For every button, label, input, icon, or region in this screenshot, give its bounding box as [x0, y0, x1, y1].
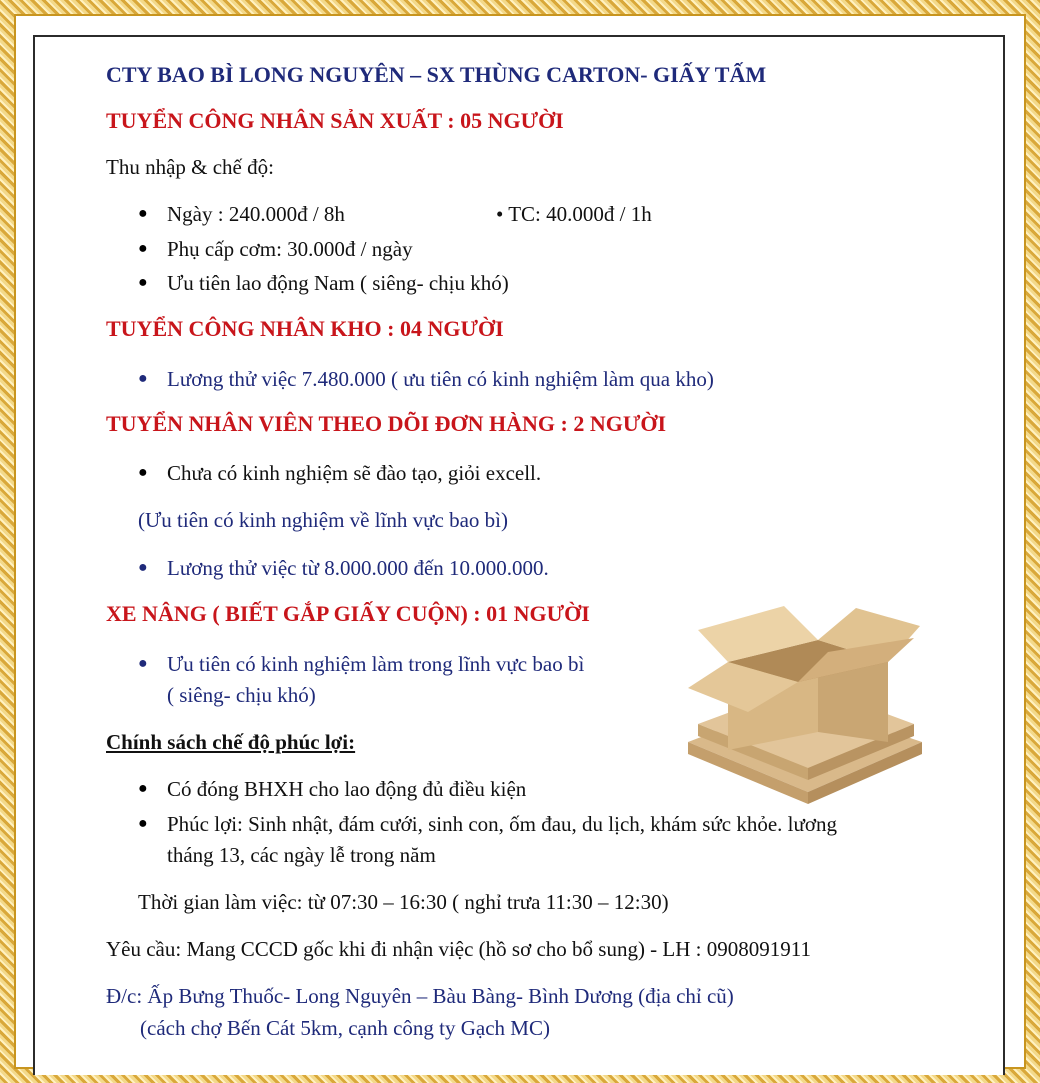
list-item: Lương thử việc 7.480.000 ( ưu tiên có kinh nghiệm làm qua kho)	[167, 367, 714, 391]
heading-order-staff: TUYỂN NHÂN VIÊN THEO DÕI ĐƠN HÀNG : 2 NGƯỜI	[106, 411, 667, 436]
company-line: CTY BAO BÌ LONG NGUYÊN – SX THÙNG CARTON- GIẤY TẤM	[106, 62, 767, 87]
requirement: Yêu cầu: Mang CCCD gốc khi đi nhận việc (hồ sơ cho bổ sung) - LH : 0908091911	[106, 937, 811, 961]
bullet-icon: ●	[138, 559, 148, 576]
heading-warehouse: TUYỂN CÔNG NHÂN KHO : 04 NGƯỜI	[106, 316, 504, 341]
heading-benefits: Chính sách chế độ phúc lợi:	[106, 730, 356, 754]
heading-forklift: XE NÂNG ( BIẾT GẮP GIẤY CUỘN) : 01 NGƯỜI	[106, 601, 590, 626]
bullet-icon: ●	[138, 655, 148, 672]
list-item: Phúc lợi: Sinh nhật, đám cưới, sinh con, ốm đau, du lịch, khám sức khỏe. lương	[167, 812, 837, 836]
list-item: Ưu tiên lao động Nam ( siêng- chịu khó)	[167, 271, 509, 295]
order-staff-note: (Ưu tiên có kinh nghiệm về lĩnh vực bao bì)	[138, 508, 509, 532]
bullet-icon: ●	[138, 780, 148, 797]
list-item: Ưu tiên có kinh nghiệm làm trong lĩnh vực bao bì	[167, 652, 585, 676]
bullet-icon: ●	[138, 370, 148, 387]
list-item: Chưa có kinh nghiệm sẽ đào tạo, giỏi excell.	[167, 461, 542, 485]
overtime-rate: • TC: 40.000đ / 1h	[496, 202, 652, 226]
bullet-icon: ●	[138, 205, 148, 222]
income-intro: Thu nhập & chế độ:	[106, 155, 274, 179]
bullet-icon: ●	[138, 815, 148, 832]
address-line-2: (cách chợ Bến Cát 5km, cạnh công ty Gạch MC)	[140, 1016, 550, 1040]
list-item: Phụ cấp cơm: 30.000đ / ngày	[167, 237, 413, 261]
list-item: Có đóng BHXH cho lao động đủ điều kiện	[167, 777, 527, 801]
bullet-icon: ●	[138, 274, 148, 291]
address-line-1: Đ/c: Ấp Bưng Thuốc- Long Nguyên – Bàu Bàng- Bình Dương (địa chỉ cũ)	[106, 984, 734, 1008]
heading-production: TUYỂN CÔNG NHÂN SẢN XUẤT : 05 NGƯỜI	[106, 108, 564, 133]
list-item: Lương thử việc từ 8.000.000 đến 10.000.000.	[167, 556, 549, 580]
bullet-icon: ●	[138, 464, 148, 481]
carton-box-image	[688, 592, 922, 804]
list-item: Ngày : 240.000đ / 8h	[167, 202, 345, 226]
list-item-continued: ( siêng- chịu khó)	[167, 683, 316, 707]
list-item-continued: tháng 13, các ngày lễ trong năm	[167, 843, 436, 867]
work-time: Thời gian làm việc: từ 07:30 – 16:30 ( nghỉ trưa 11:30 – 12:30)	[138, 890, 669, 914]
bullet-icon: ●	[138, 240, 148, 257]
